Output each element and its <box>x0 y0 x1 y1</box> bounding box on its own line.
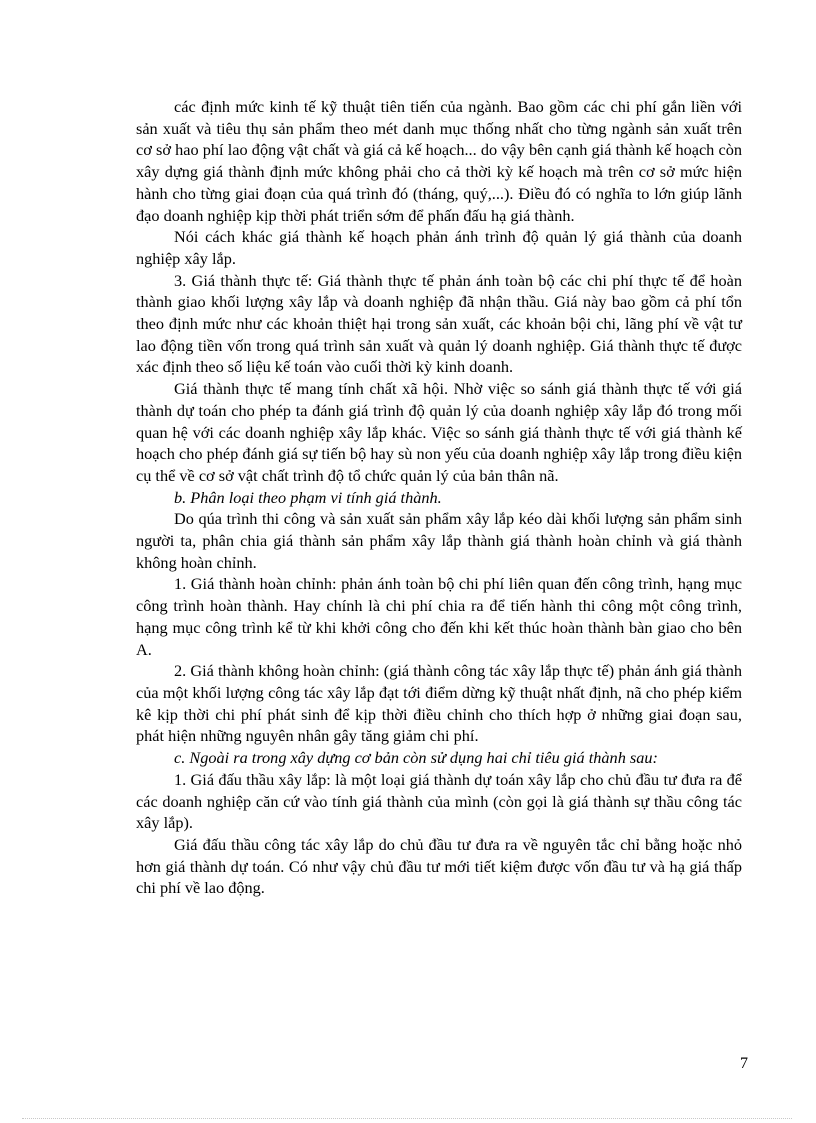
paragraph-7: 1. Giá thành hoàn chỉnh: phản ánh toàn bộ chi phí liên quan đến công trình, hạng mục công trình hoàn thành. Hay chính là chi phí chia ra để tiến hành thi công một công trình, hạng mục công trình kể từ khi khởi công cho đến khi kết thúc hoàn thành bàn giao cho bên A. <box>136 574 742 659</box>
paragraph-4: Giá thành thực tế mang tính chất xã hội. Nhờ việc so sánh giá thành thực tế với giá thành dự toán cho phép ta đánh giá trình độ quản lý của doanh nghiệp xây lắp đó trong mối quan hệ với các doanh nghiệp xây lắp khác. Việc so sánh giá thành thực tế với giá thành kế hoạch cho phép đánh giá sự tiến bộ hay sù non yếu của doanh nghiệp xây lắp trong điều kiện cụ thể về cơ sở vật chất trình độ tổ chức quản lý của bản thân nã. <box>136 379 742 485</box>
section-heading-b: b. Phân loại theo phạm vi tính giá thành. <box>174 487 442 507</box>
paragraph-1: các định mức kinh tế kỹ thuật tiên tiến của ngành. Bao gồm các chi phí gắn liền với sản xuất và tiêu thụ sản phẩm theo mét danh mục thống nhất cho từng ngành sản xuất trên cơ sở hao phí lao động vật chất và giá cả kế hoạch... do vậy bên cạnh giá thành kế hoạch còn xây dựng giá thành định mức không phải cho cả thời kỳ kế hoạch mà trên cơ sở mức hiện hành cho từng giai đoạn của quá trình đó (tháng, quý,...). Điều đó có nghĩa to lớn giúp lãnh đạo doanh nghiệp kịp thời phát triển sớm để phấn đấu hạ giá thành. <box>136 97 742 225</box>
paragraph-11: Giá đấu thầu công tác xây lắp do chủ đầu tư đưa ra về nguyên tắc chỉ bằng hoặc nhỏ hơn giá thành dự toán. Có như vậy chủ đầu tư mới tiết kiệm được vốn đầu tư và hạ giá thấp chi phí về lao động. <box>136 834 742 898</box>
page-bottom-divider <box>22 1118 792 1119</box>
page-number: 7 <box>740 1055 748 1072</box>
paragraph-2: Nói cách khác giá thành kế hoạch phản ánh trình độ quản lý giá thành của doanh nghiệp xây lắp. <box>136 227 742 268</box>
body-text <box>136 96 742 899</box>
paragraph-6: Do qúa trình thi công và sản xuất sản phẩm xây lắp kéo dài khối lượng sản phẩm sinh người ta, phân chia giá thành sản phẩm xây lắp thành giá thành hoàn chỉnh và giá thành không hoàn chỉnh. <box>136 509 742 572</box>
paragraph-3: 3. Giá thành thực tế: Giá thành thực tế phản ánh toàn bộ các chi phí thực tế để hoàn thành giao khối lượng xây lắp và doanh nghiệp đã nhận thầu. Giá này bao gồm cả phí tổn theo định mức như các khoản thiệt hại trong sản xuất, các khoản bội chi, lãng phí về vật tư lao động tiền vốn trong quá trình sản xuất và quản lý doanh nghiệp. Giá thành thực tế được xác định theo số liệu kế toán vào cuối thời kỳ kinh doanh. <box>136 270 742 377</box>
paragraph-10: 1. Giá đấu thầu xây lắp: là một loại giá thành dự toán xây lắp cho chủ đầu tư đưa ra để các doanh nghiệp căn cứ vào tính giá thành của mình (còn gọi là giá thành sự thầu công tác xây lắp). <box>136 769 742 833</box>
paragraph-8: 2. Giá thành không hoàn chỉnh: (giá thành công tác xây lắp thực tế) phản ánh giá thành của một khối lượng công tác xây lắp đạt tới điểm dừng kỹ thuật nhất định, nã cho phép kiểm kê kịp thời chi phí phát sinh để kịp thời điều chỉnh cho thích hợp ở những giai đoạn sau, phát hiện những nguyên nhân gây tăng giảm chi phí. <box>136 661 742 746</box>
section-heading-c: c. Ngoài ra trong xây dựng cơ bản còn sử dụng hai chỉ tiêu giá thành sau: <box>174 748 658 768</box>
